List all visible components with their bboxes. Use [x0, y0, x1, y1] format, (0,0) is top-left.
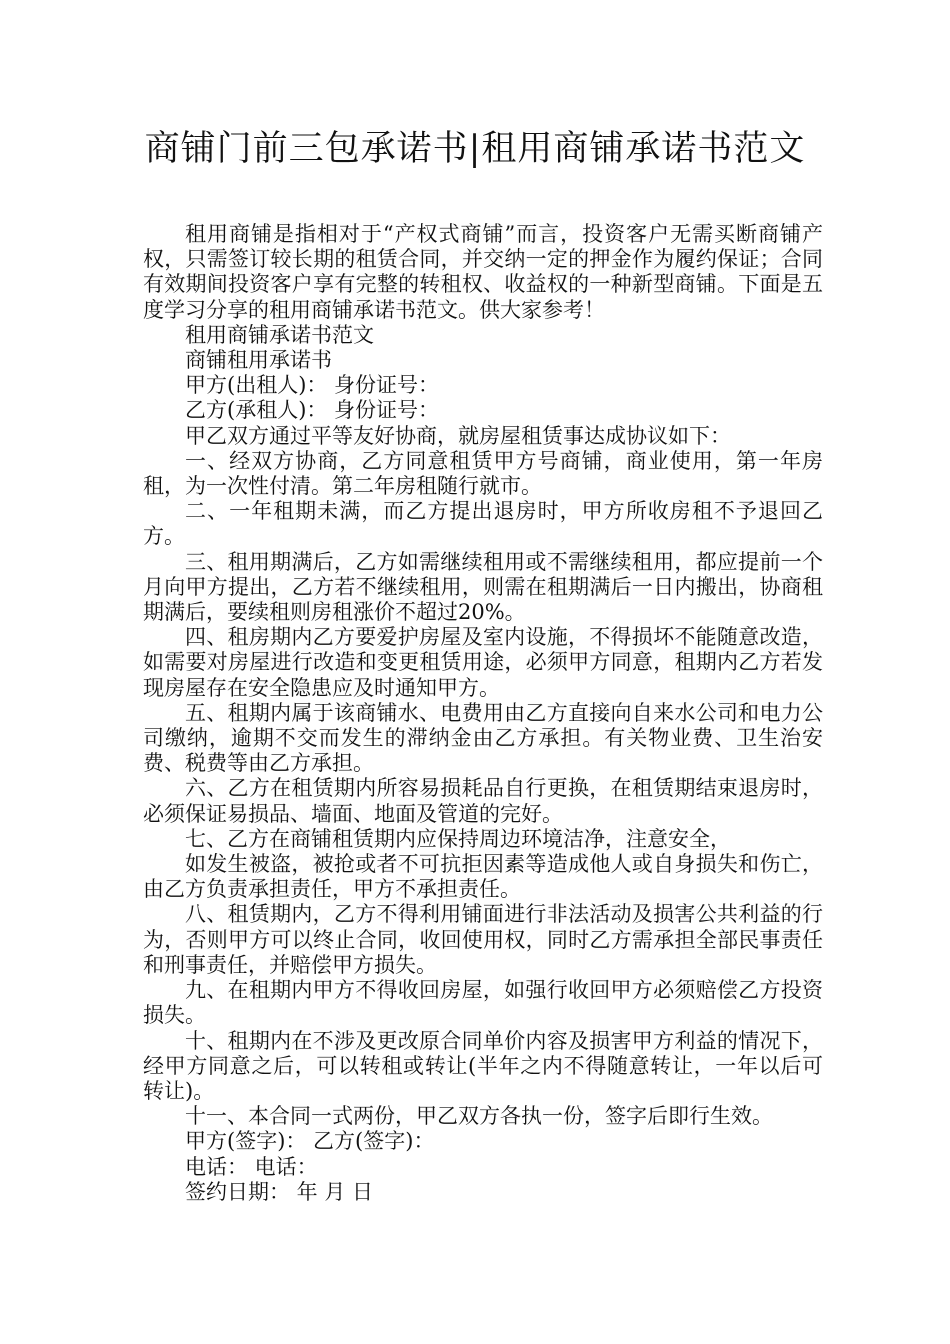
party-b-line: 乙方(承租人)： 身份证号： — [185, 398, 440, 423]
section-heading: 租用商铺承诺书范文 — [185, 322, 374, 347]
contract-title: 商铺租用承诺书 — [185, 348, 332, 373]
party-a-line: 甲方(出租人)： 身份证号： — [185, 373, 440, 398]
clause-4: 四、租房期内乙方要爱护房屋及室内设施，不得损坏不能随意改造，如需要对房屋进行改造和变更租赁用途，必须甲方同意，租期内乙方若发现房屋存在安全隐患应及时通知甲方。 — [143, 625, 823, 700]
clause-8: 八、租赁期内，乙方不得利用铺面进行非法活动及损害公共利益的行为，否则甲方可以终止合同，收回使用权，同时乙方需承担全部民事责任和刑事责任，并赔偿甲方损失。 — [143, 902, 823, 977]
clause-3: 三、租用期满后，乙方如需继续租用或不需继续租用，都应提前一个月向甲方提出，乙方若不继续租用，则需在租期满后一日内搬出，协商租期满后，要续租则房租涨价不超过20%。 — [143, 549, 823, 625]
clause-2: 二、一年租期未满，而乙方提出退房时，甲方所收房租不予退回乙方。 — [143, 499, 823, 549]
clause-7-continued: 如发生被盗，被抢或者不可抗拒因素等造成他人或自身损失和伤亡，由乙方负责承担责任，甲方不承担责任。 — [143, 852, 823, 902]
clause-10: 十、租期内在不涉及更改原合同单价内容及损害甲方利益的情况下，经甲方同意之后，可以转租或转让(半年之内不得随意转让，一年以后可转让)。 — [143, 1028, 823, 1103]
clause-11: 十一、本合同一式两份，甲乙双方各执一份，签字后即行生效。 — [185, 1104, 773, 1129]
document-body — [143, 222, 823, 1205]
intro-paragraph: 租用商铺是指相对于“产权式商铺”而言，投资客户无需买断商铺产权，只需签订较长期的租赁合同，并交纳一定的押金作为履约保证；合同有效期间投资客户享有完整的转租权、收益权的一种新型商铺。下面是五度学习分享的租用商铺承诺书范文。供大家参考！ — [143, 222, 823, 322]
document-title: 商铺门前三包承诺书|租用商铺承诺书范文 — [144, 129, 806, 169]
clause-6: 六、乙方在租赁期内所容易损耗品自行更换，在租赁期结束退房时，必须保证易损品、墙面、地面及管道的完好。 — [143, 776, 823, 826]
signature-line: 甲方(签字)： 乙方(签字)： — [185, 1129, 435, 1154]
phone-line: 电话： 电话： — [185, 1154, 318, 1179]
signing-date-line: 签约日期： 年 月 日 — [185, 1179, 374, 1204]
agreement-intro: 甲乙双方通过平等友好协商，就房屋租赁事达成协议如下： — [185, 423, 731, 448]
clause-9: 九、在租期内甲方不得收回房屋，如强行收回甲方必须赔偿乙方投资损失。 — [143, 978, 823, 1028]
clause-7: 七、乙方在商铺租赁期内应保持周边环境洁净，注意安全， — [185, 826, 731, 851]
clause-1: 一、经双方协商，乙方同意租赁甲方号商铺，商业使用，第一年房租，为一次性付清。第二年房租随行就市。 — [143, 448, 823, 499]
clause-5: 五、租期内属于该商铺水、电费用由乙方直接向自来水公司和电力公司缴纳，逾期不交而发生的滞纳金由乙方承担。有关物业费、卫生治安费、税费等由乙方承担。 — [143, 700, 823, 776]
